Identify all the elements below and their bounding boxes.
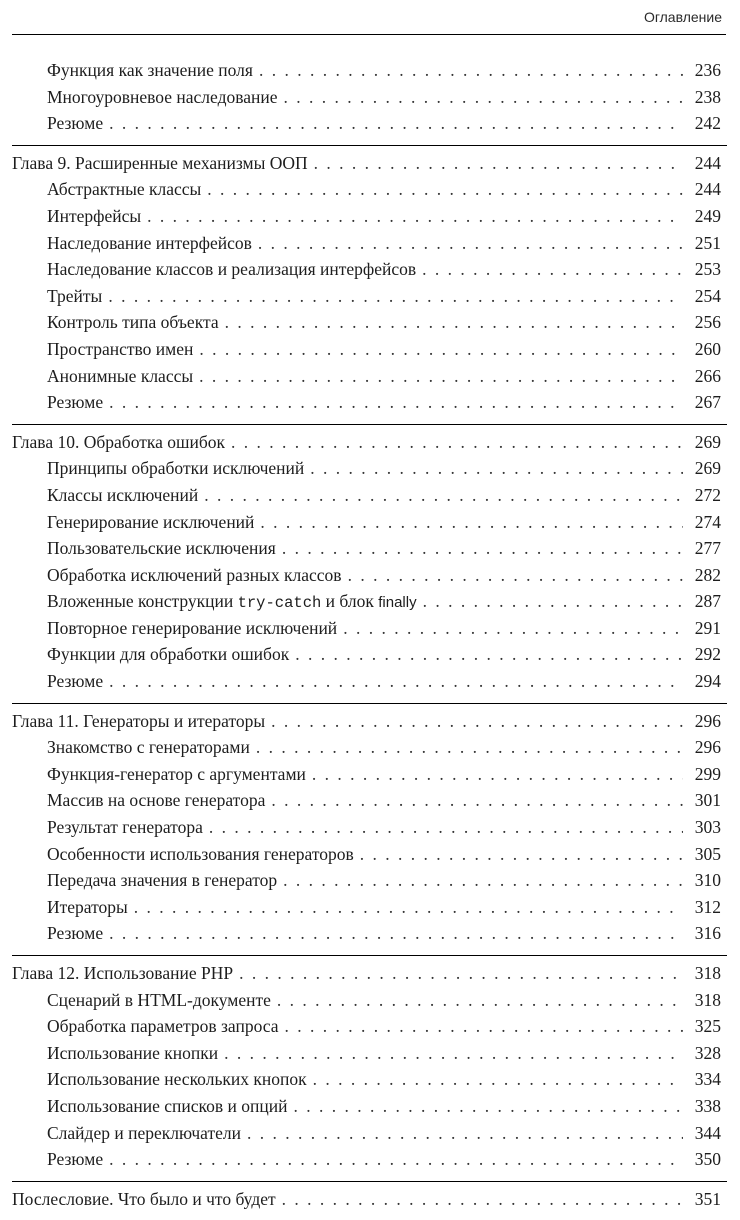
toc-entry[interactable] xyxy=(0,535,740,562)
leader-dots xyxy=(310,455,683,482)
toc-entry-title: Повторное генерирование исключений xyxy=(47,617,338,638)
toc-entry-page: 325 xyxy=(694,1016,721,1037)
leader-dots xyxy=(283,867,683,894)
toc-entry-page: 249 xyxy=(694,205,721,226)
leader-dots xyxy=(109,110,683,137)
section-divider xyxy=(12,955,727,956)
toc-entry-page: 238 xyxy=(694,86,721,107)
running-header: Оглавление xyxy=(643,9,722,25)
toc-entry[interactable] xyxy=(0,787,740,814)
leader-dots xyxy=(207,176,683,203)
toc-entry-title: Резюме xyxy=(47,1149,104,1170)
toc-entry[interactable] xyxy=(0,1093,740,1120)
toc-entry[interactable] xyxy=(0,309,740,336)
toc-entry[interactable] xyxy=(0,1066,740,1093)
leader-dots xyxy=(295,641,683,668)
toc-entry-page: 334 xyxy=(694,1069,721,1090)
toc-entry-page: 277 xyxy=(694,538,721,559)
header-rule xyxy=(12,34,726,35)
toc-entry-title: Сценарий в HTML-документе xyxy=(47,989,271,1010)
toc-chapter-10[interactable] xyxy=(0,429,740,456)
leader-dots xyxy=(343,615,683,642)
toc-entry[interactable] xyxy=(0,283,740,310)
toc-entry-page: 305 xyxy=(694,843,721,864)
toc-entry-title: Функция как значение поля xyxy=(47,60,253,80)
toc-entry[interactable] xyxy=(0,482,740,509)
leader-dots xyxy=(108,283,683,310)
leader-dots xyxy=(224,1040,683,1067)
entry-text: Вложенные конструкции xyxy=(47,591,238,612)
toc-entry-page: 296 xyxy=(694,737,721,758)
toc-entry[interactable] xyxy=(0,1040,740,1067)
toc-entry-title: Использование нескольких кнопок xyxy=(47,1069,307,1090)
chapter-title: Послесловие. Что было и что будет xyxy=(12,1188,276,1209)
toc-entry-page: 242 xyxy=(694,113,721,134)
chapter-title: Глава 9. Расширенные механизмы ООП xyxy=(12,152,308,173)
toc-entry-title: Пользовательские исключения xyxy=(47,538,276,559)
toc-entry-page: 318 xyxy=(694,989,721,1010)
leader-dots xyxy=(312,761,683,788)
toc-entry-title: Итераторы xyxy=(47,896,128,917)
leader-dots xyxy=(109,1146,683,1173)
toc-entry-title: Функции для обработки ошибок xyxy=(47,644,290,665)
chapter-page: 318 xyxy=(694,963,721,983)
leader-dots xyxy=(109,389,683,416)
toc-entry[interactable] xyxy=(0,668,740,695)
table-of-contents xyxy=(0,57,740,1212)
toc-entry[interactable] xyxy=(0,57,740,84)
toc-entry[interactable] xyxy=(0,615,740,642)
toc-entry[interactable] xyxy=(0,110,740,137)
toc-entry[interactable] xyxy=(0,920,740,947)
toc-entry[interactable] xyxy=(0,867,740,894)
toc-entry-page: 267 xyxy=(694,392,721,413)
toc-entry-page: 254 xyxy=(694,285,721,306)
toc-entry-title: Пространство имен xyxy=(47,338,194,359)
toc-entry-title xyxy=(47,588,417,617)
toc-entry-page: 244 xyxy=(694,179,721,200)
toc-chapter-12[interactable] xyxy=(0,960,740,987)
toc-entry-title: Функция-генератор с аргументами xyxy=(47,763,306,784)
toc-entry-title: Обработка исключений разных классов xyxy=(47,564,342,585)
section-divider xyxy=(12,703,727,704)
code-finally: finally xyxy=(378,594,417,612)
toc-entry[interactable] xyxy=(0,588,740,615)
toc-entry[interactable] xyxy=(0,509,740,536)
chapter-title: Глава 11. Генераторы и итераторы xyxy=(12,710,266,731)
toc-entry[interactable] xyxy=(0,389,740,416)
toc-entry-page: 310 xyxy=(694,870,721,891)
toc-chapter-11[interactable] xyxy=(0,708,740,735)
toc-entry-title: Резюме xyxy=(47,113,104,134)
toc-entry-page: 301 xyxy=(694,790,721,811)
leader-dots xyxy=(199,336,683,363)
leader-dots xyxy=(360,841,683,868)
toc-entry-title: Абстрактные классы xyxy=(47,179,202,200)
toc-entry[interactable] xyxy=(0,814,740,841)
toc-entry-page: 282 xyxy=(694,564,721,585)
toc-entry[interactable] xyxy=(0,256,740,283)
leader-dots xyxy=(259,57,683,84)
toc-entry-page: 260 xyxy=(694,338,721,359)
toc-entry[interactable] xyxy=(0,562,740,589)
section-divider xyxy=(12,424,727,425)
toc-entry-page: 338 xyxy=(694,1095,721,1116)
toc-entry[interactable] xyxy=(0,176,740,203)
leader-dots xyxy=(282,535,683,562)
leader-dots xyxy=(231,429,683,456)
toc-entry-title: Многоуровневое наследование xyxy=(47,86,278,107)
toc-entry-page: 269 xyxy=(694,458,721,479)
toc-entry-page: 316 xyxy=(694,923,721,944)
toc-entry-title: Слайдер и переключатели xyxy=(47,1122,241,1143)
leader-dots xyxy=(271,787,683,814)
toc-entry-title: Интерфейсы xyxy=(47,205,142,226)
toc-entry-page: 266 xyxy=(694,365,721,386)
chapter-page: 296 xyxy=(694,710,721,731)
chapter-title: Глава 12. Использование PHP xyxy=(12,963,234,983)
toc-entry[interactable] xyxy=(0,641,740,668)
chapter-title: Глава 10. Обработка ошибок xyxy=(12,431,225,452)
entry-text: и блок xyxy=(321,591,379,612)
leader-dots xyxy=(134,894,683,921)
leader-dots xyxy=(204,482,683,509)
toc-entry[interactable] xyxy=(0,894,740,921)
leader-dots xyxy=(109,668,683,695)
toc-entry-page: 344 xyxy=(694,1122,721,1143)
toc-entry[interactable] xyxy=(0,1146,740,1173)
toc-entry[interactable] xyxy=(0,230,740,257)
toc-entry[interactable] xyxy=(0,734,740,761)
toc-entry-page: 253 xyxy=(694,259,721,280)
toc-entry-title: Принципы обработки исключений xyxy=(47,458,305,479)
leader-dots xyxy=(225,309,683,336)
toc-entry-title: Наследование интерфейсов xyxy=(47,232,252,253)
toc-entry[interactable] xyxy=(0,761,740,788)
toc-entry-page: 312 xyxy=(694,896,721,917)
leader-dots xyxy=(422,256,683,283)
leader-dots xyxy=(293,1093,683,1120)
toc-entry[interactable] xyxy=(0,455,740,482)
leader-dots xyxy=(282,1186,683,1213)
toc-entry-title: Резюме xyxy=(47,671,104,692)
toc-entry-page: 251 xyxy=(694,232,721,253)
toc-entry-page: 287 xyxy=(694,591,721,612)
toc-entry-title: Использование списков и опций xyxy=(47,1095,288,1116)
leader-dots xyxy=(109,920,683,947)
toc-entry-title: Анонимные классы xyxy=(47,365,194,386)
toc-entry-title: Передача значения в генератор xyxy=(47,870,278,891)
leader-dots xyxy=(348,562,683,589)
toc-entry-title: Резюме xyxy=(47,923,104,944)
toc-chapter-9[interactable] xyxy=(0,150,740,177)
leader-dots xyxy=(256,734,683,761)
leader-dots xyxy=(423,588,683,615)
leader-dots xyxy=(199,363,683,390)
chapter-page: 244 xyxy=(694,152,721,173)
toc-entry-page: 274 xyxy=(694,511,721,532)
toc-entry-title: Классы исключений xyxy=(47,484,199,505)
toc-entry-title: Генерирование исключений xyxy=(47,511,255,532)
toc-entry[interactable] xyxy=(0,1120,740,1147)
leader-dots xyxy=(260,509,683,536)
toc-entry-page: 236 xyxy=(694,60,721,80)
section-divider xyxy=(12,145,727,146)
toc-entry-title: Трейты xyxy=(47,285,103,306)
toc-entry-title: Знакомство с генераторами xyxy=(47,737,250,758)
toc-entry-page: 294 xyxy=(694,671,721,692)
leader-dots xyxy=(313,1066,683,1093)
toc-entry-title: Массив на основе генератора xyxy=(47,790,266,811)
toc-entry-page: 272 xyxy=(694,484,721,505)
toc-entry-title: Обработка параметров запроса xyxy=(47,1016,279,1037)
toc-entry-page: 328 xyxy=(694,1042,721,1063)
chapter-page: 351 xyxy=(694,1188,721,1209)
toc-entry[interactable] xyxy=(0,363,740,390)
toc-entry-page: 256 xyxy=(694,312,721,333)
toc-entry-title: Резюме xyxy=(47,392,104,413)
toc-entry[interactable] xyxy=(0,336,740,363)
leader-dots xyxy=(258,230,683,257)
leader-dots xyxy=(285,1013,684,1040)
toc-entry-page: 299 xyxy=(694,763,721,784)
toc-entry-title: Результат генератора xyxy=(47,817,203,838)
leader-dots xyxy=(314,150,683,177)
leader-dots xyxy=(284,84,683,111)
toc-afterword[interactable] xyxy=(0,1186,740,1213)
section-divider xyxy=(12,1181,727,1182)
toc-entry-page: 350 xyxy=(694,1149,721,1170)
leader-dots xyxy=(209,814,683,841)
toc-entry-title: Использование кнопки xyxy=(47,1042,219,1063)
leader-dots xyxy=(247,1120,683,1147)
toc-entry[interactable] xyxy=(0,203,740,230)
toc-entry[interactable] xyxy=(0,987,740,1014)
toc-entry[interactable] xyxy=(0,841,740,868)
toc-entry-page: 291 xyxy=(694,617,721,638)
toc-entry-title: Наследование классов и реализация интерфейсов xyxy=(47,259,417,280)
toc-entry-title: Особенности использования генераторов xyxy=(47,843,354,864)
toc-entry-page: 303 xyxy=(694,817,721,838)
leader-dots xyxy=(239,960,683,987)
chapter-page: 269 xyxy=(694,431,721,452)
toc-entry[interactable] xyxy=(0,1013,740,1040)
leader-dots xyxy=(277,987,683,1014)
toc-entry-title: Контроль типа объекта xyxy=(47,312,219,333)
leader-dots xyxy=(271,708,683,735)
toc-entry[interactable] xyxy=(0,84,740,111)
code-try-catch: try-catch xyxy=(237,594,322,613)
toc-entry-page: 292 xyxy=(694,644,721,665)
leader-dots xyxy=(147,203,683,230)
